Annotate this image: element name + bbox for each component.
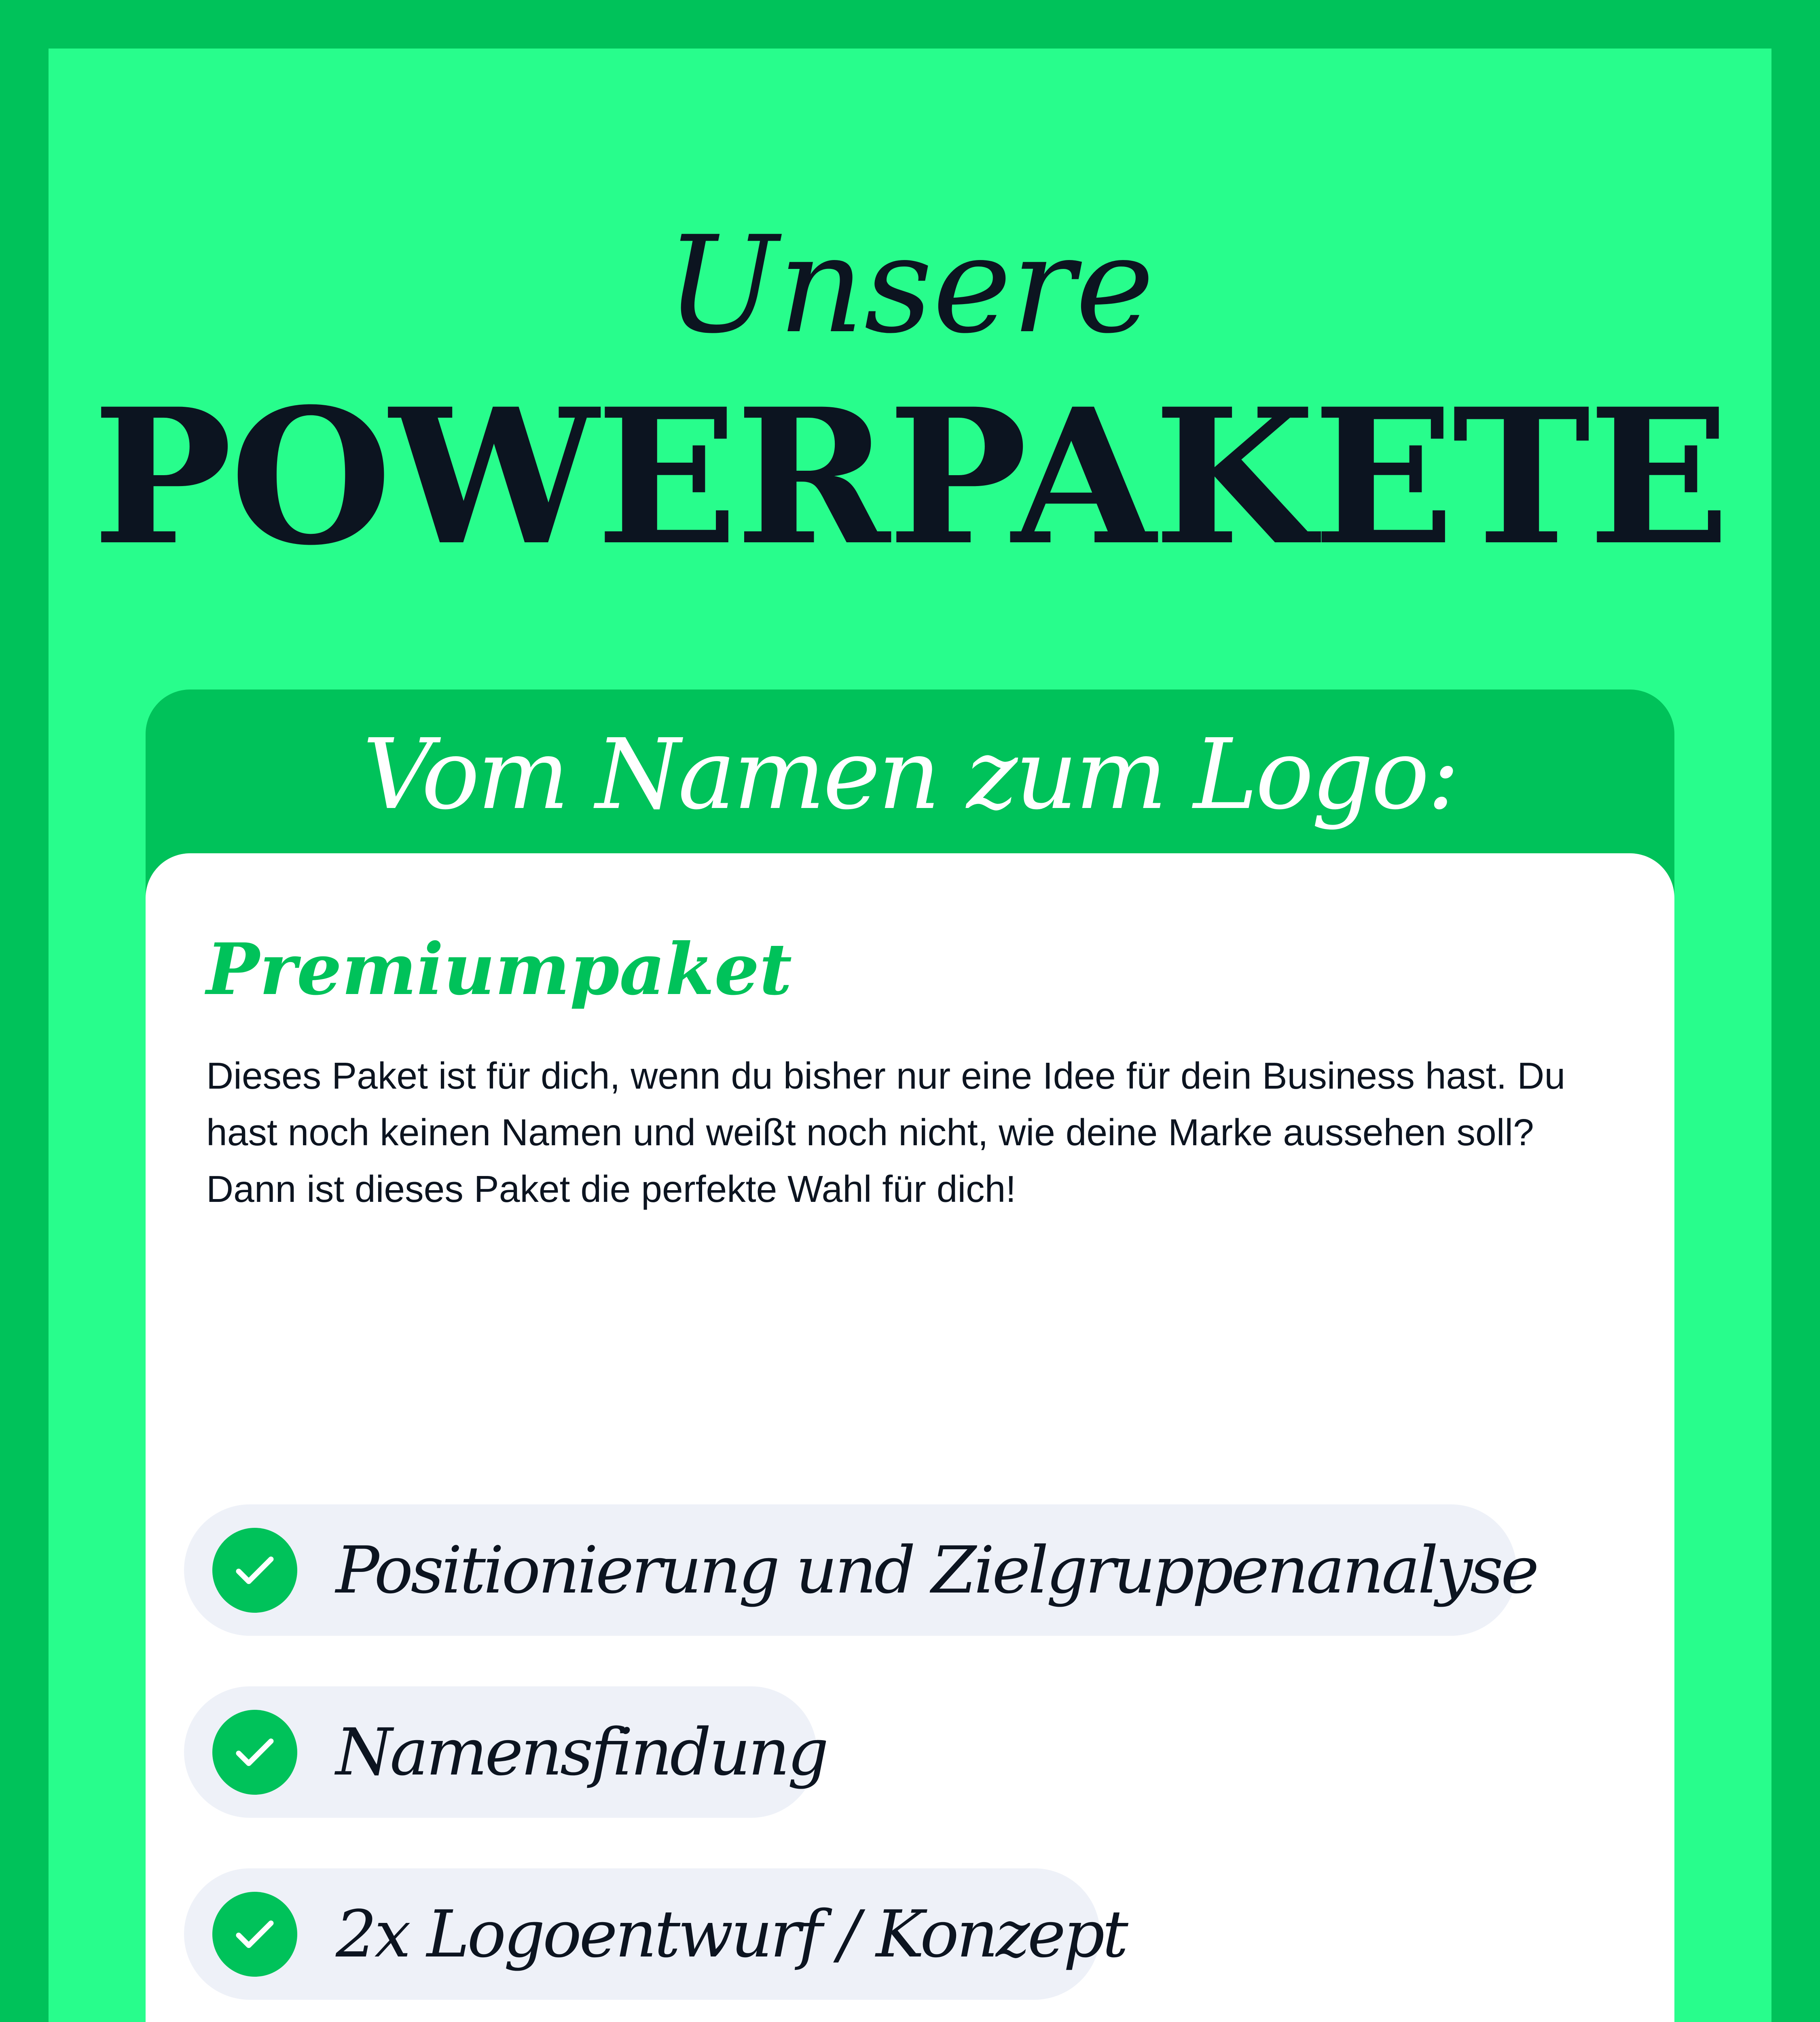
- feature-label: Namensfindung: [336, 1714, 827, 1790]
- check-circle-icon: [212, 1892, 297, 1977]
- package-description: Dieses Paket ist für dich, wenn du bisher nur eine Idee für dein Business hast. Du hast noch keinen Namen und weißt noch nicht, wie deine Marke aussehen soll? Dann ist dieses Paket die perfekte Wahl für dich!: [206, 1055, 1566, 1210]
- page-title: POWERPAKETE: [92, 368, 1728, 586]
- feature-label: Positionierung und Zielgruppenanalyse: [336, 1532, 1537, 1608]
- card-heading: Vom Namen zum Logo:: [362, 718, 1458, 831]
- feature-pill: [184, 1868, 1126, 2000]
- package-name: Premiumpaket: [206, 928, 792, 1011]
- feature-pill: [184, 1504, 1537, 1636]
- check-circle-icon: [212, 1528, 297, 1613]
- feature-label: 2x Logoentwurf / Konzept: [336, 1896, 1126, 1972]
- title-top: Unsere: [665, 207, 1155, 363]
- feature-pill: [184, 1686, 827, 1818]
- package-card: [146, 853, 1674, 2022]
- check-circle-icon: [212, 1710, 297, 1795]
